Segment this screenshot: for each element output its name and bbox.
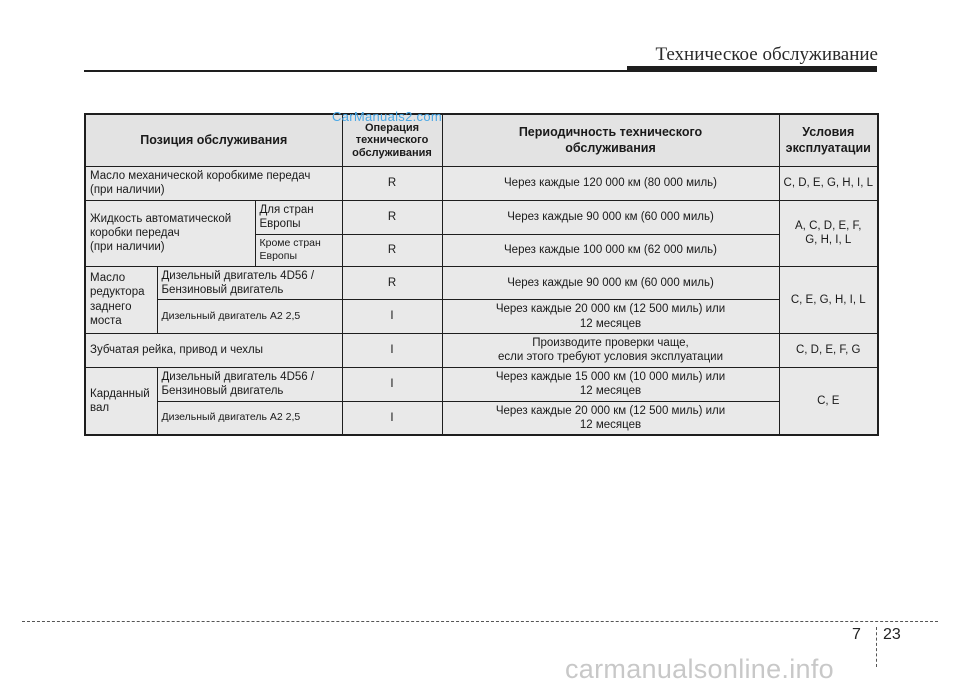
footer-dashed-rule (22, 621, 938, 622)
table-row (85, 200, 878, 234)
item-manual-transmission-oil: Масло механической коробкиме передач (при наличии) (85, 167, 342, 201)
interval-cell: Через каждые 100 000 км (62 000 миль) (442, 234, 779, 266)
header-conditions: Условия эксплуатации (779, 114, 878, 167)
conditions-cell: C, D, E, G, H, I, L (779, 167, 878, 201)
interval-cell: Производите проверки чаще, если этого требуют условия эксплуатации (442, 334, 779, 368)
page-number-divider (876, 627, 877, 667)
table-row (85, 300, 878, 334)
op-cell: R (342, 200, 442, 234)
interval-cell: Через каждые 90 000 км (60 000 миль) (442, 266, 779, 300)
interval-cell: Через каждые 90 000 км (60 000 миль) (442, 200, 779, 234)
op-cell: R (342, 234, 442, 266)
item-steering-gear: Зубчатая рейка, привод и чехлы (85, 334, 342, 368)
header-position: Позиция обслуживания (85, 114, 342, 167)
header-operation: Операция технического обслуживания (342, 114, 442, 167)
page-number: 23 (883, 626, 901, 643)
header-interval: Периодичность технического обслуживания (442, 114, 779, 167)
maintenance-table (84, 113, 879, 436)
sub-item-cell: Дизельный двигатель A2 2,5 (157, 401, 342, 435)
op-cell: I (342, 334, 442, 368)
op-cell: I (342, 300, 442, 334)
conditions-cell: C, E (779, 367, 878, 435)
op-cell: R (342, 266, 442, 300)
conditions-cell: C, D, E, F, G (779, 334, 878, 368)
page-title: Техническое обслуживание (655, 44, 878, 65)
interval-cell: Через каждые 20 000 км (12 500 миль) или 12 месяцев (442, 300, 779, 334)
op-cell: I (342, 401, 442, 435)
sub-item-cell: Дизельный двигатель 4D56 / Бензиновый двигатель (157, 266, 342, 300)
sub-item-cell: Кроме стран Европы (255, 234, 342, 266)
interval-cell: Через каждые 20 000 км (12 500 миль) или 12 месяцев (442, 401, 779, 435)
chapter-number: 7 (852, 626, 861, 643)
table-header-row (85, 114, 878, 167)
interval-cell: Через каждые 15 000 км (10 000 миль) или 12 месяцев (442, 367, 779, 401)
sub-item-cell: Для стран Европы (255, 200, 342, 234)
op-cell: R (342, 167, 442, 201)
item-automatic-transmission-fluid: Жидкость автоматической коробки передач (при наличии) (85, 200, 255, 266)
table-row (85, 367, 878, 401)
table-row (85, 167, 878, 201)
sub-item-cell: Дизельный двигатель 4D56 / Бензиновый двигатель (157, 367, 342, 401)
watermark-top: CarManuals2.com (332, 109, 442, 124)
table-row (85, 334, 878, 368)
table-row (85, 266, 878, 300)
table-row (85, 401, 878, 435)
header-rule-thin (84, 70, 629, 72)
interval-cell: Через каждые 120 000 км (80 000 миль) (442, 167, 779, 201)
watermark-bottom: carmanualsonline.info (565, 654, 834, 684)
sub-item-cell: Дизельный двигатель A2 2,5 (157, 300, 342, 334)
conditions-cell: A, C, D, E, F, G, H, I, L (779, 200, 878, 266)
conditions-cell: C, E, G, H, I, L (779, 266, 878, 334)
item-rear-axle-oil: Масло редуктора заднего моста (85, 266, 157, 334)
header-rule-thick (627, 66, 877, 72)
op-cell: I (342, 367, 442, 401)
item-propeller-shaft: Карданный вал (85, 367, 157, 435)
